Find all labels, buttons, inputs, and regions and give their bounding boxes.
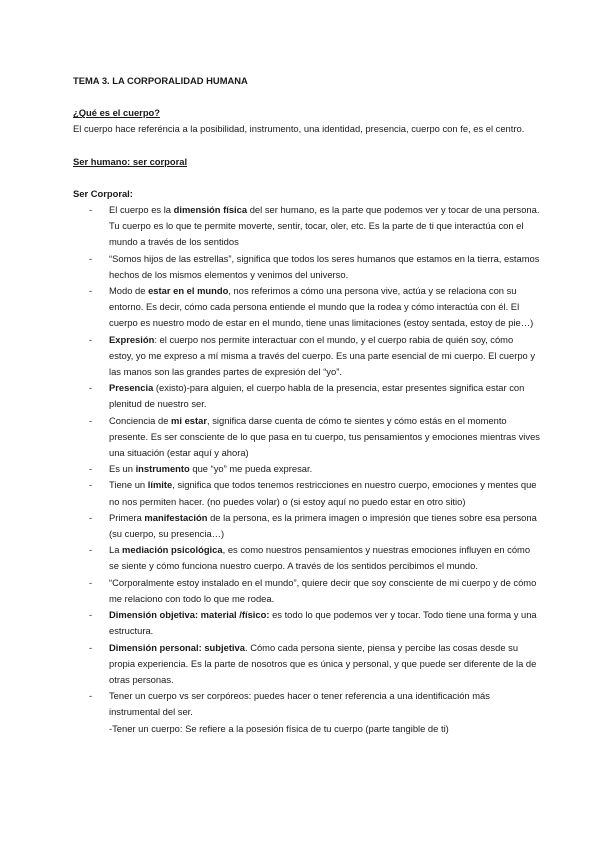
- list-item-text: que “yo” me pueda expresar.: [189, 463, 313, 475]
- spacer: [73, 89, 540, 105]
- bullet-dash: -: [89, 463, 93, 475]
- list-item: [73, 575, 540, 607]
- bullet-dash: -: [89, 414, 93, 426]
- list-item-emphasis: dimensión física: [173, 204, 248, 216]
- bullet-dash: -: [89, 285, 93, 297]
- bullet-dash: -: [89, 690, 93, 702]
- question-heading: ¿Qué es el cuerpo?: [73, 107, 161, 119]
- list-item: [73, 542, 540, 574]
- section-label-colon: :: [129, 187, 133, 199]
- list-item-emphasis: Dimensión personal: subjetiva: [109, 641, 245, 653]
- list-item: [73, 251, 540, 283]
- list-item-text: “Corporalmente estoy instalado en el mundo”, quiere decir que soy consciente de mi cuerpo y de cómo me relaciono con todo lo que me rodea.: [109, 576, 537, 604]
- bullet-dash: -: [89, 382, 93, 394]
- list-item-text: (existo)-para alguien, el cuerpo habla de la presencia, estar presentes significa estar con plenitud de nuestro ser.: [109, 382, 525, 410]
- section-label-text: Ser Corporal: [73, 187, 130, 199]
- list-item-text: “Somos hijos de las estrellas”, significa que todos los seres humanos que estamos en la tierra, estamos hechos de los mismos elementos y venimos del universo.: [109, 252, 540, 280]
- bullet-dash: -: [89, 641, 93, 653]
- list-item-emphasis: Expresión: [109, 333, 155, 345]
- bullet-dash: -: [89, 511, 93, 523]
- list-item-emphasis: límite: [147, 479, 173, 491]
- page-title: TEMA 3. LA CORPORALIDAD HUMANA: [73, 75, 248, 86]
- list-item-text: Conciencia de: [109, 414, 172, 426]
- list-item-text: . Cómo cada persona siente, piensa y percibe las cosas desde su propia experiencia. Es la parte de nosotros que es única y personal, y que puede ser diferente de la de otras personas.: [109, 641, 537, 685]
- list-item-text: Es un: [109, 463, 136, 475]
- list-item: [73, 640, 540, 689]
- list-item-text: es todo lo que podemos ver y tocar. Todo tiene una forma y una estructura.: [109, 609, 537, 637]
- bullet-dash: -: [89, 576, 93, 588]
- list-item-text: : el cuerpo nos permite interactuar con el mundo, y el cuerpo rabia de quién soy, cómo estoy, yo me expreso a mí misma a través del cuerpo. Es una parte esencial de mi cuerpo. El cuerpo y las manos son las grandes partes de expresión del “yo”.: [109, 333, 536, 378]
- list-item: [73, 477, 540, 509]
- list-item: [73, 688, 540, 737]
- section-label: [73, 186, 540, 202]
- list-item-text: Tiene un: [109, 479, 148, 491]
- spacer: [73, 138, 540, 154]
- list-item-emphasis: instrumento: [135, 463, 190, 475]
- bullet-dash: -: [89, 479, 93, 491]
- list-item-text: El cuerpo es la: [109, 204, 174, 216]
- list-item: [73, 380, 540, 412]
- list-item: [73, 413, 540, 462]
- list-item: [73, 607, 540, 639]
- list-item-emphasis: Dimensión objetiva: material /físico:: [109, 609, 270, 621]
- list-item-emphasis: mi estar: [171, 414, 207, 426]
- list-item-text: , significa darse cuenta de cómo te sientes y cómo estás en el momento presente. Es ser consciente de lo que pasa en tu cuerpo, tus pensamientos y emociones mientras vives una situación (estar aquí y ahora): [109, 414, 540, 459]
- list-item: [73, 332, 540, 381]
- list-item-text: , significa que todos tenemos restricciones en nuestro cuerpo, emociones y mentes que no nos permiten hacer. (no puedes volar) o (si estoy aquí no puedo estar en otro sitio): [109, 479, 537, 507]
- list-item-text: Modo de: [109, 285, 149, 297]
- body-paragraph: El cuerpo hace referéncia a la posibilidad, instrumento, una identidad, presencia, cuerpo con fe, es el centro.: [73, 123, 525, 135]
- list-item-text: del ser humano, es la parte que podemos ver y tocar de una persona. Tu cuerpo es lo que te permite moverte, sentir, tocar, oler, etc. Es la parte de ti que interactúa con el mundo a través de los sentidos: [109, 204, 540, 248]
- list-item-text: La: [109, 544, 123, 556]
- bullet-dash: -: [89, 544, 93, 556]
- list-item-emphasis: mediación psicológica: [122, 544, 223, 556]
- list-item: [73, 283, 540, 332]
- list-item-emphasis: estar en el mundo: [148, 285, 229, 297]
- list-item-emphasis: Presencia: [109, 382, 154, 394]
- list-item-emphasis: manifestación: [144, 511, 208, 523]
- list-item-subline: -Tener un cuerpo: Se refiere a la posesión física de tu cuerpo (parte tangible de ti): [109, 722, 449, 734]
- list-item-text: Primera: [109, 511, 145, 523]
- list-item-text: de la persona, es la primera imagen o impresión que tienes sobre esa persona (su cuerpo, su presencia…): [109, 511, 537, 540]
- bullet-dash: -: [89, 204, 93, 216]
- list-item-text: , es como nuestros pensamientos y nuestras emociones influyen en cómo se siente y cómo funciona nuestro cuerpo. A través de los sentidos percibimos el mundo.: [109, 544, 531, 572]
- list-item: [73, 461, 540, 477]
- spacer: [73, 170, 540, 186]
- list-item: [73, 202, 540, 251]
- list-item: [73, 510, 540, 542]
- list-item-text: Tener un cuerpo vs ser corpóreos: puedes hacer o tener referencia a una identificación más instrumental del ser.: [109, 690, 490, 718]
- bullet-dash: -: [89, 609, 93, 621]
- list-item-text: , nos referimos a cómo una persona vive, actúa y se relaciona con su entorno. Es decir, cómo cada persona entiende el mundo que la rodea y cómo interactúa con él. El cuerpo es nuestro modo de estar en el mundo, tiene unas limitaciones (estoy sentada, estoy de pie…): [109, 285, 534, 329]
- section-heading: Ser humano: ser corporal: [73, 155, 188, 167]
- bullet-list: [73, 202, 540, 737]
- bullet-dash: -: [89, 333, 93, 345]
- bullet-dash: -: [89, 252, 93, 264]
